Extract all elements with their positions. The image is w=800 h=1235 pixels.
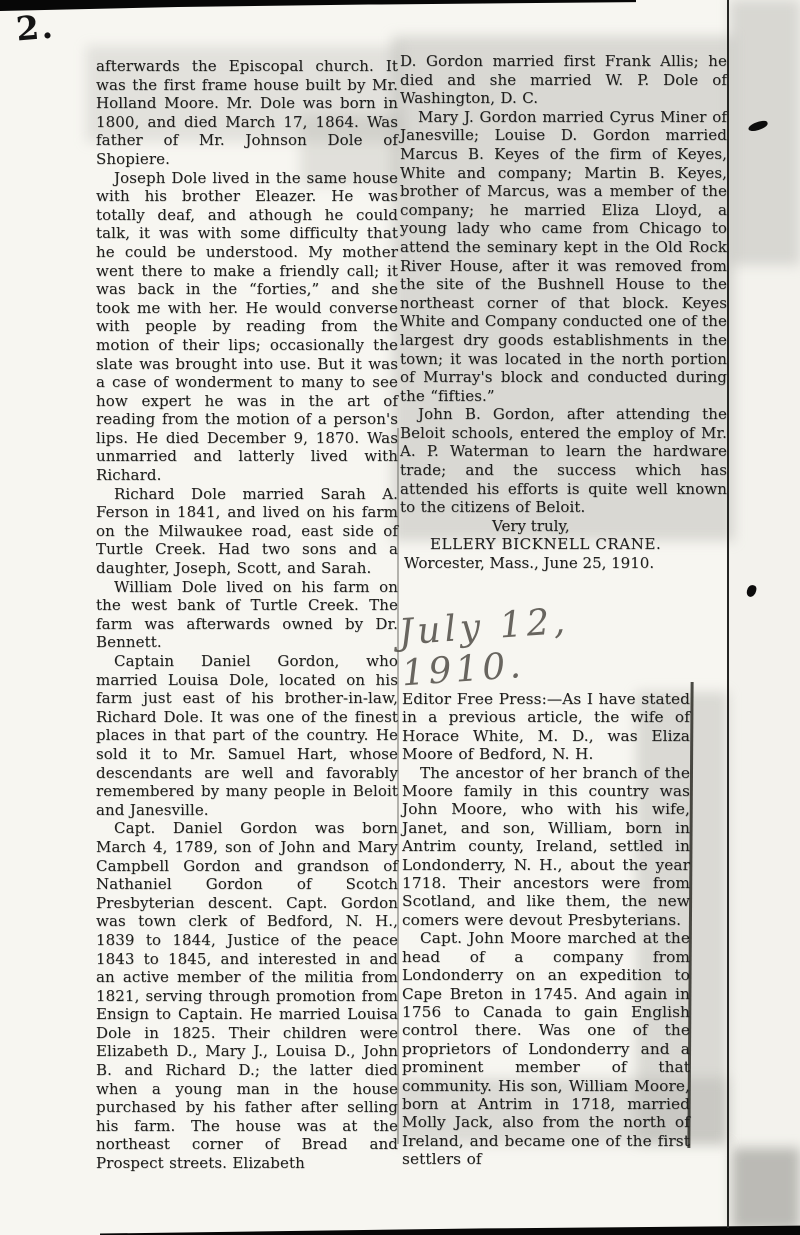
page-edge-line <box>727 0 729 1228</box>
paragraph: Joseph Dole lived in the same house with his brother Eleazer. He was totally deaf, and athough he could talk, it was with some difficulty that he could be understood. My mother went there to make a friendly call; it was back in the “forties,” and she took me with her. He would converse with people by reading from the motion of their lips; occasionally the slate was brought into use. But it was a case of wonderment to many to see how expert he was in the art of reading from the motion of a person's lips. He died December 9, 1870. Was unmarried and latterly lived with Richard. <box>96 168 398 485</box>
paragraph: Capt. Daniel Gordon was born March 4, 1789, son of John and Mary Campbell Gordon and grandson of Nathaniel Gordon of Scotch Presbyterian descent. Capt. Gordon was town clerk of Bedford, N. H., 1839 to 1844, Justice of the peace 1843 to 1845, and interested in and an active member of the militia from 1821, serving through promotion from Ensign to Captain. He married Louisa Dole in 1825. Their children were Elizabeth D., Mary J., Louisa D., John B. and Richard D.; the latter died when a young man in the house purchased by his father after selling his farm. The house was at the northeast corner of Bread and Prospect streets. Elizabeth <box>96 819 398 1173</box>
letter-closing: Very truly, <box>492 516 570 535</box>
handwritten-date: July 12, 1910. <box>397 600 571 695</box>
letter-dateline: Worcester, Mass., June 25, 1910. <box>404 554 655 573</box>
paragraph: Captain Daniel Gordon, who married Louisa Dole, located on his farm just east of his brother-in-law, Richard Dole. It was one of the finest places in that part of the country. He sold it to Mr. Samuel Hart, whose descendants are well and favorably remembered by many people in Beloit and Janesville. <box>96 652 398 819</box>
paragraph: D. Gordon married first Frank Allis; he died and she married W. P. Dole of Washington, D. C. <box>400 52 727 108</box>
paragraph: Editor Free Press:—As I have stated in a previous article, the wife of Horace White, M. D., was Eliza Moore of Bedford, N. H. <box>402 690 690 764</box>
scanner-edge-top <box>0 0 636 12</box>
paragraph: The ancestor of her branch of the Moore family in this country was John Moore, who with his wife, Janet, and son, William, born in Antrim county, Ireland, settled in Londonderry, N. H., about the year 1718. Their ancestors were from Scotland, and like them, the new comers were devout Presbyterians. <box>402 763 690 929</box>
paragraph: John B. Gordon, after attending the Beloit schools, entered the employ of Mr. A. P. Waterman to learn the hardware trade; and the success which has attended his efforts is quite well known to the citizens of Beloit. <box>400 405 727 517</box>
page-number-handwritten: 2. <box>14 6 57 49</box>
paragraph: William Dole lived on his farm on the west bank of Turtle Creek. The farm was afterwards owned by Dr. Bennett. <box>96 577 398 652</box>
scanner-edge-bottom <box>100 1223 800 1235</box>
letter-signature: ELLERY BICKNELL CRANE. <box>430 535 662 554</box>
paragraph: Capt. John Moore marched at the head of a company from Londonderry on an expedition to Cape Breton in 1745. And again in 1756 to Canada to gain English control there. Was one of the proprietors of Londonderry and a prominent member of that community. His son, William Moore, born at Antrim in 1718, married Molly Jack, also from the north of Ireland, and became one of the first settlers of <box>402 929 690 1169</box>
paragraph: Mary J. Gordon married Cyrus Miner of Janesville; Louise D. Gordon married Marcus B. Keyes of the firm of Keyes, White and company; Martin B. Keyes, brother of Marcus, was a member of the company; he married Eliza Lloyd, a young lady who came from Chicago to attend the seminary kept in the Old Rock River House, after it was removed from the site of the Bushnell House to the northeast corner of that block. Keyes White and Company conducted one of the largest dry goods establishments in the town; it was located in the north portion of Murray's block and conducted during the “fifties.” <box>400 107 727 405</box>
paragraph: afterwards the Episcopal church. It was the first frame house built by Mr. Holland Moore. Mr. Dole was born in 1800, and died March 17, 1864. Was father of Mr. Johnson Dole of Shopiere. <box>96 57 398 168</box>
paragraph: Richard Dole married Sarah A. Ferson in 1841, and lived on his farm on the Milwaukee road, east side of Turtle Creek. Had two sons and a daughter, Joseph, Scott, and Sarah. <box>96 484 398 578</box>
article2-column <box>402 690 690 1169</box>
article1-left-column <box>96 57 398 1173</box>
article1-right-column <box>400 52 727 573</box>
page-right-margin <box>729 0 800 1235</box>
